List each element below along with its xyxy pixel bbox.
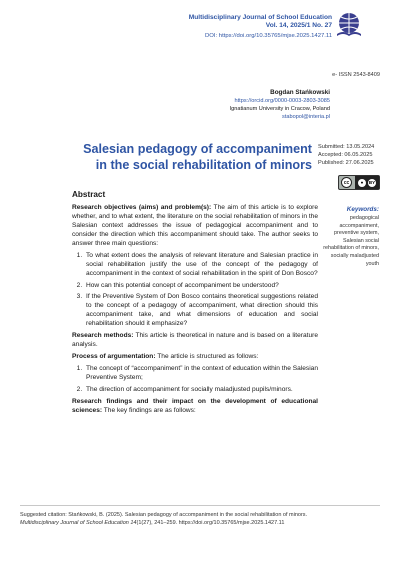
structure-list [84, 364, 318, 394]
suggested-citation [20, 511, 385, 527]
keywords-heading: Keywords: [346, 206, 379, 213]
submitted-date: Submitted: 13.05.2024 [318, 144, 375, 150]
author-affiliation: Ignatianum University in Cracow, Poland [229, 106, 330, 112]
findings-paragraph [72, 397, 318, 415]
person-icon: ● [358, 179, 366, 187]
methods-label: Research methods: [72, 332, 134, 339]
cc-icon: cc [341, 177, 352, 188]
journal-logo-icon [336, 12, 362, 38]
published-date: Published: 27.06.2025 [318, 160, 374, 166]
author-orcid-link[interactable]: https://orcid.org/0000-0003-2803-3085 [234, 98, 330, 104]
by-label: BY [368, 180, 376, 185]
journal-volume: Vol. 14, 2025/1 No. 27 [265, 22, 332, 30]
objectives-paragraph [72, 203, 318, 248]
methods-paragraph [72, 331, 318, 349]
questions-list [84, 251, 318, 328]
footer-divider [20, 505, 380, 506]
article-title [60, 142, 312, 173]
argument-paragraph [72, 352, 318, 361]
list-item: 1. To what extent does the analysis of relevant literature and Salesian practice in social rehabilitation justify the use of the concept of the pedagogy of accompaniment in the context of social rehabilitation in the spirit of Don Bosco? [84, 251, 318, 278]
list-item: 2. How can this potential concept of accompaniment be understood? [84, 281, 318, 290]
journal-header [189, 14, 332, 39]
list-item: 3. If the Preventive System of Don Bosco contains theoretical suggestions related to the concept of a pedagogy of accompaniment, what direction should this accompaniment take, and what dimensions of education and social rehabilitation should it emphasize? [84, 292, 318, 328]
keywords-text: pedagogical accompaniment, preventive system, Salesian social rehabilitation of minors, socially maladjusted youth [323, 215, 379, 267]
findings-label: Research findings and their impact on the development of educational sciences: [72, 397, 318, 414]
eissn: e- ISSN 2543-8409 [332, 72, 380, 78]
methods-text: This article is theoretical in nature and is based on a literature analysis. [72, 332, 318, 348]
list-item: 1. The concept of “accompaniment” in the context of education within the Salesian Preventive System; [84, 364, 318, 382]
author-block [230, 89, 330, 121]
argument-label: Process of argumentation: [72, 353, 156, 360]
citation-rest[interactable]: (1(27), 241–259. https://doi.org/10.35765/mjse.2025.1427.11 [136, 520, 285, 526]
title-line-1: Salesian pedagogy of accompaniment [83, 142, 312, 156]
findings-text: The key findings are as follows: [102, 406, 196, 414]
keywords-block [322, 206, 379, 268]
abstract-heading: Abstract [72, 190, 106, 199]
author-email-link[interactable]: stabopol@interia.pl [282, 114, 330, 120]
objectives-text: The aim of this article is to explore whether, and to what extent, the literature on the social rehabilitation of minors in the Salesian context addresses the issue of pedagogical accompaniment and to consider the direction which this accompaniment should take. The author seeks to answer three main questions: [72, 204, 318, 247]
doi-link[interactable]: DOI: https://doi.org/10.35765/mjse.2025.1427.11 [205, 33, 332, 40]
journal-name: Multidisciplinary Journal of School Education [188, 14, 332, 21]
abstract-section [72, 190, 318, 418]
citation-line-1: Suggested citation: Stańkowski, B. (2025). Salesian pedagogy of accompaniment in the social rehabilitation of minors. [20, 512, 308, 518]
list-item: 2. The direction of accompaniment for socially maladjusted pupils/minors. [84, 385, 318, 394]
by-icon [355, 176, 379, 189]
argument-text: The article is structured as follows: [155, 353, 259, 360]
accepted-date: Accepted: 06.05.2025 [318, 152, 373, 158]
cc-license-badge[interactable] [338, 175, 380, 190]
citation-line-2 [20, 519, 385, 527]
publication-dates [318, 143, 374, 167]
author-name: Bogdan Stańkowski [270, 89, 330, 96]
title-line-2: in the social rehabilitation of minors [95, 157, 312, 172]
objectives-label: Research objectives (aims) and problem(s): [72, 204, 212, 211]
citation-journal: Multidisciplinary Journal of School Education 14 [20, 520, 137, 526]
